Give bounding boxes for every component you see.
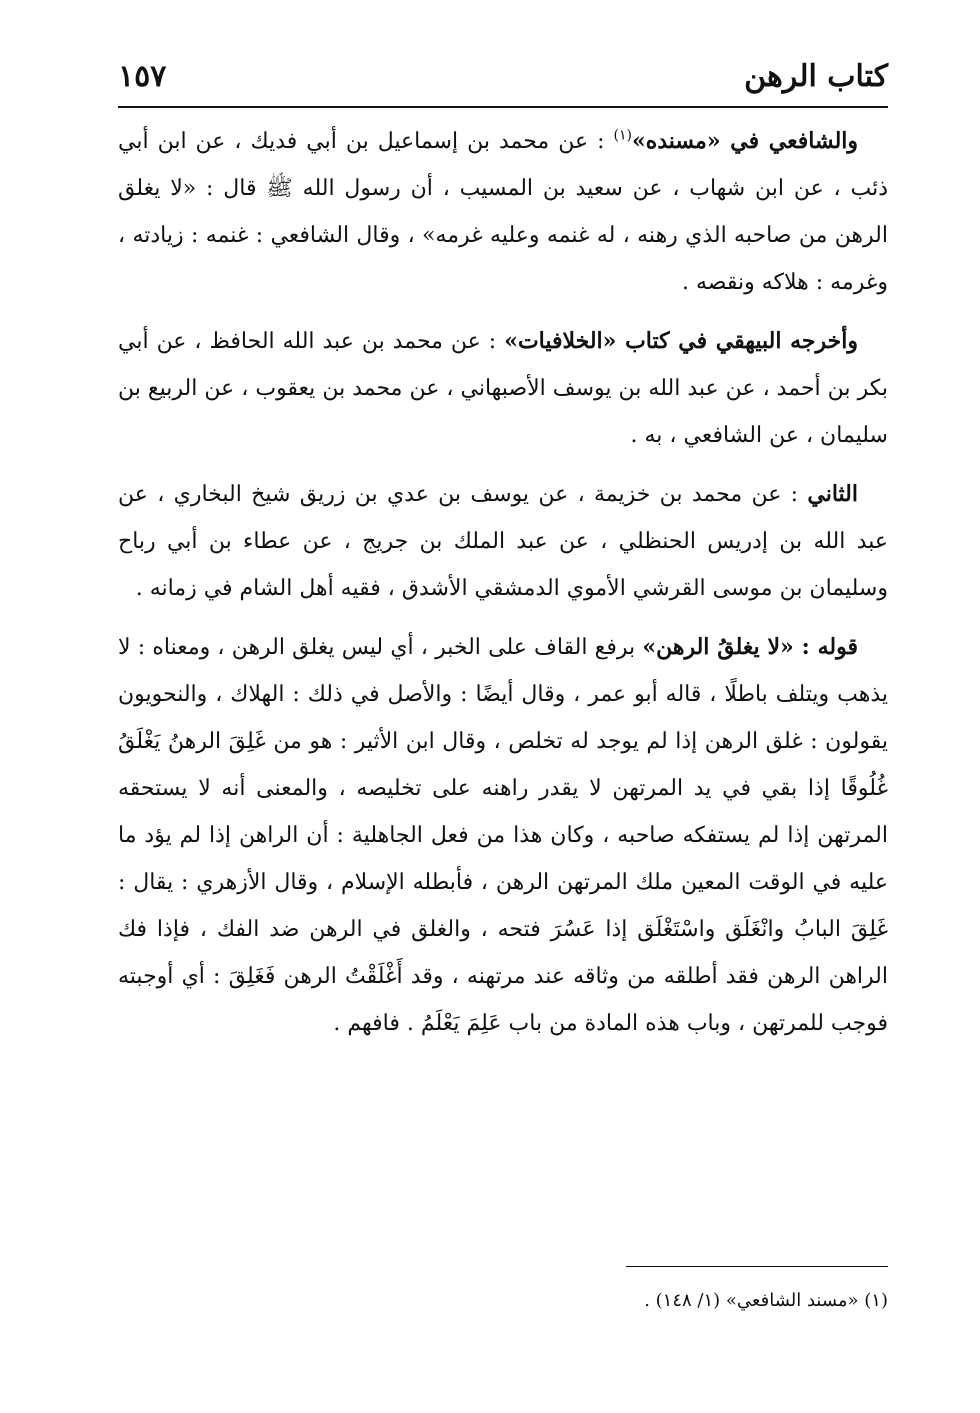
footnote-rule [626, 1266, 888, 1267]
header-rule [118, 106, 888, 108]
paragraph-text: برفع القاف على الخبر ، أي ليس يغلق الرهن ، ومعناه : لا يذهب ويتلف باطلًا ، قاله أبو عمر ، وقال أيضًا : والأصل في ذلك : الهلاك ، والنحويون يقولون : غلق الرهن إذا لم يوجد له تخلص ، وقال ابن الأثير : هو من غَلِقَ الرهنُ يَغْلَقُ غُلُوقًا إذا بقي في يد المرتهن لا يقدر راهنه على تخليصه ، والمعنى أنه لا يستحقه المرتهن إذا لم يستفكه صاحبه ، وكان هذا من فعل الجاهلية : أن الراهن إذا لم يؤد ما عليه في الوقت المعين ملك المرتهن الرهن ، فأبطله الإسلام ، وقال الأزهري : يقال : غَلِقَ البابُ وانْغَلَق واسْتَغْلَق إذا عَسُرَ فتحه ، والغلق في الرهن ضد الفك ، فإذا فك الراهن الرهن فقد أطلقه من وثاقه عند مرتهنه ، وقد أَغْلَقْتُ الرهن فَغَلِقَ : أي أوجبته فوجب للمرتهن ، وباب هذه المادة من باب عَلِمَ يَعْلَمُ . فافهم . [118, 635, 888, 1036]
page-number: ١٥٧ [118, 59, 167, 94]
footnote: (١) «مسند الشافعي» (١/ ١٤٨) . [644, 1290, 888, 1311]
paragraph-text: : عن محمد بن خزيمة ، عن يوسف بن عدي بن زريق شيخ البخاري ، عن عبد الله بن إدريس الحنظلي ، عن عبد الملك بن جريج ، عن عطاء بن أبي رباح وسليمان بن موسى القرشي الأموي الدمشقي الأشدق ، فقيه أهل الشام في زمانه . [118, 482, 888, 601]
paragraph-text: : عن محمد بن إسماعيل بن أبي فديك ، عن ابن أبي ذئب ، عن ابن شهاب ، عن سعيد بن المسيب ، أن رسول الله ﷺ قال : «لا يغلق الرهن من صاحبه الذي رهنه ، له غنمه وعليه غرمه» ، وقال الشافعي : غنمه : زيادته ، وغرمه : هلاكه ونقصه . [118, 129, 888, 295]
footnotes [118, 1286, 888, 1316]
paragraph [118, 471, 888, 612]
paragraph [118, 118, 888, 306]
body-text [118, 118, 888, 1059]
paragraph-lead: قوله : «لا يغلقُ الرهن» [642, 634, 858, 660]
paragraph-lead: الثاني [807, 481, 858, 507]
paragraph [118, 318, 888, 459]
paragraph-text: : عن محمد بن عبد الله الحافظ ، عن أبي بكر بن أحمد ، عن عبد الله بن يوسف الأصبهاني ، عن محمد بن يعقوب ، عن الربيع بن سليمان ، عن الشافعي ، به . [118, 329, 888, 448]
paragraph-lead: والشافعي في «مسنده» [631, 128, 859, 154]
paragraph [118, 624, 888, 1047]
paragraph-lead: وأخرجه البيهقي في كتاب «الخلافيات» [504, 328, 858, 354]
footnote-reference: (١) [613, 127, 632, 144]
running-title: كتاب الرهن [744, 59, 888, 94]
page-header [118, 52, 888, 102]
